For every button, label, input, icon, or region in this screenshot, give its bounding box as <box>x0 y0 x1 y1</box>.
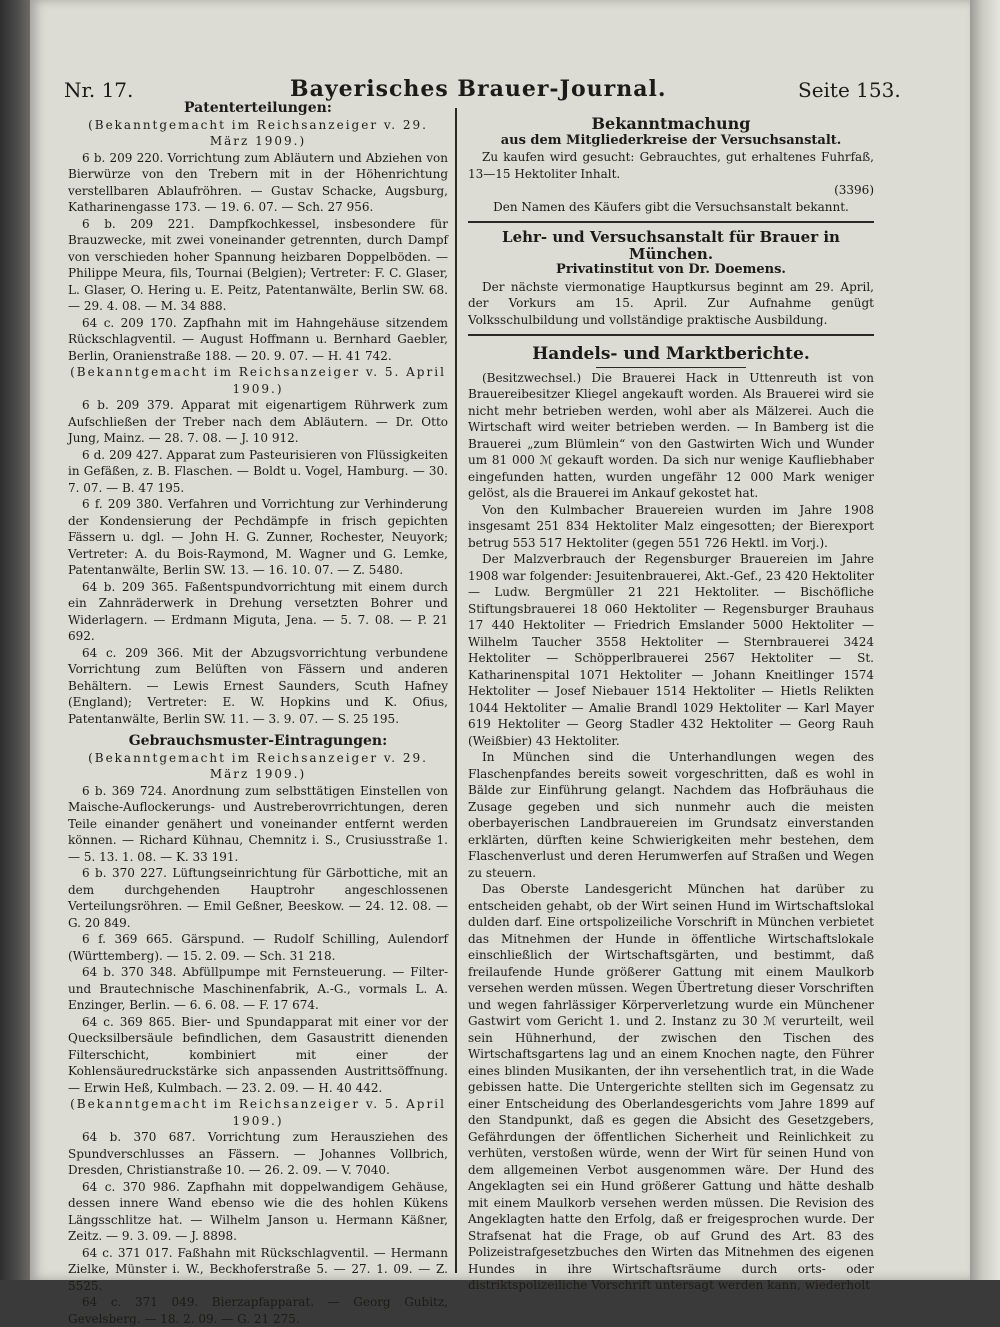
utility-model-entry: 64 c. 369 865. Bier- und Spundapparat mit einer vor der Quecksilbersäule befindlichen, dem Gasaustritt dienenden Filterschicht, kombiniert mit einer der Kohlensäuredruckstärke sich anpassenden Austrittsöffnung. — Erwin Heß, Kulmbach. — 23. 2. 09. — H. 40 442. <box>68 1014 448 1095</box>
report-paragraph: Der Malzverbrauch der Regensburger Brauereien im Jahre 1908 war folgender: Jesuitenbrauerei, Akt.-Gef., 23 420 Hektoliter — Ludw. Bergmüller 21 221 Hektoliter. — Bischöfliche Stiftungsbrauerei 18 060 Hektoliter — Regensburger Brauhaus 17 440 Hektoliter — Friedrich Emslander 5000 Hektoliter — Wilhelm Taucher 3558 Hektoliter — Sternbrauerei 3424 Hektoliter — Schöpperlbrauerei 2567 Hektoliter — St. Katharinenspital 1071 Hektoliter — Johann Kneitlinger 1574 Hektoliter — Josef Niebauer 1514 Hektoliter — Hietls Relikten 1044 Hektoliter — Amalie Brandl 1029 Hektoliter — Karl Mayer 619 Hektoliter — Georg Stadler 432 Hektoliter — Georg Rauh (Weißbier) 43 Hektoliter. <box>468 552 874 748</box>
announcement-code: (3396) <box>834 183 874 197</box>
patent-entry: 6 b. 209 221. Dampfkochkessel, insbesondere für Brauzwecke, mit zwei voneinander getrennten, durch Dampf von verschieden hoher Spannung heizbaren Doppelböden. — Philippe Meura, fils, Tournai (Belgien); Vertreter: F. C. Glaser, L. Glaser, O. Hering u. E. Peitz, Patentanwälte, Berlin SW. 68. — 29. 4. 08. — M. 34 888. <box>68 216 448 313</box>
section-heading-patents: Patenterteilungen: <box>184 100 332 116</box>
report-paragraph: In München sind die Unterhandlungen wegen des Flaschenpfandes bereits soweit vorgeschritten, daß es wohl in Bälde zur Einführung gelangt. Nachdem das Hofbräuhaus die Zusage gegeben und sich nunmehr auch die meisten oberbayerischen Landbrauereien im Grundsatz einverstanden erklärten, dürften keine Schwierigkeiten mehr bestehen, dem Flaschenverlust und deren Herumwerfen auf Straßen und Wegen zu steuern. <box>468 750 874 880</box>
section-heading-utility-models: Gebrauchsmuster-Eintragungen: <box>128 733 388 749</box>
utility-model-entry: 6 b. 369 724. Anordnung zum selbsttätigen Einstellen von Maische-Auflockerungs- und Austreberovrrichtungen, deren Teile einander genähert und voneinander entfernt werden können. — Richard Kühnau, Chemnitz i. S., Crusiusstraße 1. — 5. 13. 1. 08. — K. 33 191. <box>68 783 448 864</box>
issue-number: Nr. 17. <box>64 78 134 102</box>
page-edge <box>970 0 1000 1280</box>
title-underline <box>596 367 746 368</box>
notice-date: (Bekanntgemacht im Reichsanzeiger v. 29. März 1909.) <box>88 750 428 781</box>
patent-entry: 6 b. 209 379. Apparat mit eigenartigem Rührwerk zum Aufschließen der Treber nach dem Abläutern. — Dr. Otto Jung, Mainz. — 28. 7. 08. — J. 10 912. <box>68 398 448 445</box>
patent-entry: 64 c. 209 170. Zapfhahn mit im Hahngehäuse sitzendem Rückschlagventil. — August Hoffmann u. Bernhard Gaebler, Berlin, Oranienstraße 188. — 20. 9. 07. — H. 41 742. <box>68 315 448 363</box>
book-gutter <box>0 0 30 1280</box>
institute-text: Der nächste viermonatige Hauptkursus beginnt am 29. April, der Vorkurs am 15. April. Zur Aufnahme genügt Volksschulbildung und vollständige praktische Ausbildung. <box>468 279 874 327</box>
announcement-note: Den Namen des Käufers gibt die Versuchsanstalt bekannt. <box>493 199 849 214</box>
institute-subtitle: Privatinstitut von Dr. Doemens. <box>556 262 786 277</box>
report-paragraph: (Besitzwechsel.) Die Brauerei Hack in Uttenreuth ist von Brauereibesitzer Kliegel angekauft worden. Als Brauerei wird sie nicht mehr betrieben werden, wohl aber als Mälzerei. Auch die Wirtschaft wird weiter betrieben werden. — In Bamberg ist die Brauerei „zum Blümlein“ von den Gastwirten Wich und Wunder um 81 000 ℳ gekauft worden. Da sich nur wenige Kaufliebhaber eingefunden hatten, wurden ungefähr 12 000 Mark weniger gelöst, als die Brauerei im Ankauf gekostet hat. <box>468 370 874 500</box>
institute-title: Lehr- und Versuchsanstalt für Brauer in München. <box>502 228 840 263</box>
report-paragraph: Von den Kulmbacher Brauereien wurden im Jahre 1908 insgesamt 251 834 Hektoliter Malz eingesotten; der Bierexport betrug 553 517 Hektoliter (gegen 551 726 Hektl. im Vorj.). <box>468 502 874 550</box>
patent-entry: 6 f. 209 380. Verfahren und Vorrichtung zur Verhinderung der Kondensierung der Pechdämpfe in frisch gepichten Fässern u. dgl. — John H. G. Zunner, Rochester, Neuyork; Vertreter: A. du Bois-Raymond, M. Wagner und G. Lemke, Patentanwälte, Berlin SW. 13. — 16. 10. 07. — Z. 5480. <box>68 497 448 577</box>
column-divider <box>455 108 457 1273</box>
notice-date: (Bekanntgemacht im Reichsanzeiger v. 29. März 1909.) <box>88 117 428 148</box>
patent-entry: 64 c. 209 366. Mit der Abzugsvorrichtung verbundene Vorrichtung zum Belüften von Fässern und anderen Behältern. — Lewis Ernest Saunders, Scuth Hafney (England); Vertreter: E. W. Hopkins und K. Ofius, Patentanwälte, Berlin SW. 11. — 3. 9. 07. — S. 25 195. <box>68 645 448 726</box>
patent-entry: 6 b. 209 220. Vorrichtung zum Abläutern und Abziehen von Bierwürze von den Trebern mit in der Höhenrichtung verstellbaren Ablaufröhren. — Gustav Schacke, Augsburg, Katharinengasse 173. — 19. 6. 07. — Sch. 27 956. <box>68 150 448 214</box>
right-column <box>468 100 874 1294</box>
utility-model-entry: 6 f. 369 665. Gärspund. — Rudolf Schilling, Aulendorf (Württemberg). — 15. 2. 09. — Sch. 31 218. <box>68 932 448 963</box>
section-rule <box>468 334 874 336</box>
utility-model-entry: 64 c. 370 986. Zapfhahn mit doppelwandigem Gehäuse, dessen innere Wand ebenso wie die des hohlen Kükens Längsschlitze hat. — Wilhelm Janson u. Hermann Käßner, Zeitz. — 9. 3. 09. — J. 8898. <box>68 1179 448 1243</box>
report-paragraph: Das Oberste Landesgericht München hat darüber zu entscheiden gehabt, ob der Wirt seinen Hund im Wirtschaftslokal dulden darf. Eine ortspolizeiliche Vorschrift in München verbietet das Mitnehmen der Hunde in öffentliche Wirtschaftslokale einschließlich der Wirtschaftsgärten, und bestimmt, daß freilaufende Hunde größerer Gattung mit einem Maulkorb versehen werden müssen. Wegen Übertretung dieser Vorschriften und wegen fahrlässiger Körperverletzung wurde ein Münchener Gastwirt vom Gericht 1. und 2. Instanz zu 30 ℳ verurteilt, weil sein Hühnerhund, der zwischen den Tischen des Wirtschaftsgartens lag und an einem Knochen nagte, den Führer eines blinden Musikanten, der ihn versehentlich trat, in die Wade gebissen hatte. Die Untergerichte stellten sich im Gegensatz zu einer Entscheidung des Oberlandesgerichts vom Jahre 1899 auf den Standpunkt, daß es gegen die Absicht des Gesetzgebers, Gefährdungen der öffentlichen Sicherheit und Reinlichkeit zu verhüten, verstoßen würde, wenn der Wirt für seinen Hund von dem allgemeinen Verbot ausgenommen wäre. Der Hund des Angeklagten sei ein Hund größerer Gattung und hätte deshalb mit einem Maulkorb versehen werden müssen. Die Revision des Angeklagten hatte den Erfolg, daß er freigesprochen wurde. Der Strafsenat hat die Frage, ob auf Grund des Art. 83 des Polizeistrafgesetzbuches den Wirten das Mitnehmen des eigenen Hundes in ihre Wirtschaftsräume durch orts- oder distriktspolizeiliche Vorschrift untersagt werden kann, wiederholt <box>468 882 874 1292</box>
utility-model-entry: 64 b. 370 687. Vorrichtung zum Herausziehen des Spundverschlusses an Fässern. — Johannes Vollbrich, Dresden, Christianstraße 10. — 26. 2. 09. — V. 7040. <box>68 1130 448 1177</box>
notice-date: (Bekanntgemacht im Reichsanzeiger v. 5. April 1909.) <box>70 1097 446 1128</box>
utility-model-entry: 6 b. 370 227. Lüftungseinrichtung für Gärbottiche, mit an dem durchgehenden Hauptrohr angeschlossenen Verteilungsröhren. — Emil Geßner, Beeskow. — 24. 12. 08. — G. 20 849. <box>68 866 448 930</box>
patent-entry: 6 d. 209 427. Apparat zum Pasteurisieren von Flüssigkeiten in Gefäßen, z. B. Flaschen. — Boldt u. Vogel, Hamburg. — 30. 7. 07. — B. 47 195. <box>68 447 448 495</box>
section-rule <box>468 221 874 223</box>
announcement-subtitle: aus dem Mitgliederkreise der Versuchsanstalt. <box>500 132 842 148</box>
announcement-text: Zu kaufen wird gesucht: Gebrauchtes, gut erhaltenes Fuhrfaß, 13—15 Hektoliter Inhalt. <box>468 150 874 181</box>
left-column <box>68 100 448 1327</box>
patent-entry: 64 b. 209 365. Faßentspundvorrichtung mit einem durch ein Zahnräderwerk in Drehung versetzten Bohrer und Widerlagern. — Erdmann Miguta, Jena. — 5. 7. 08. — P. 21 692. <box>68 579 448 643</box>
utility-model-entry: 64 b. 370 348. Abfüllpumpe mit Fernsteuerung. — Filter- und Brautechnische Maschinenfabrik, A.-G., vormals L. A. Enzinger, Berlin. — 6. 6. 08. — F. 17 674. <box>68 965 448 1012</box>
announcement-title: Bekanntmachung <box>591 114 751 133</box>
utility-model-entry: 64 c. 371 017. Faßhahn mit Rückschlagventil. — Hermann Zielke, Münster i. W., Beckhoferstraße 5. — 27. 1. 09. — Z. 5525. <box>68 1245 448 1293</box>
market-reports-title: Handels- und Marktberichte. <box>532 344 810 364</box>
notice-date: (Bekanntgemacht im Reichsanzeiger v. 5. April 1909.) <box>70 365 446 396</box>
page-number: Seite 153. <box>798 78 901 102</box>
journal-title: Bayerisches Brauer-Journal. <box>290 76 667 102</box>
utility-model-entry: 64 c. 371 049. Bierzapfapparat. — Georg Gubitz, Gevelsberg. — 18. 2. 09. — G. 21 275. <box>68 1295 448 1326</box>
